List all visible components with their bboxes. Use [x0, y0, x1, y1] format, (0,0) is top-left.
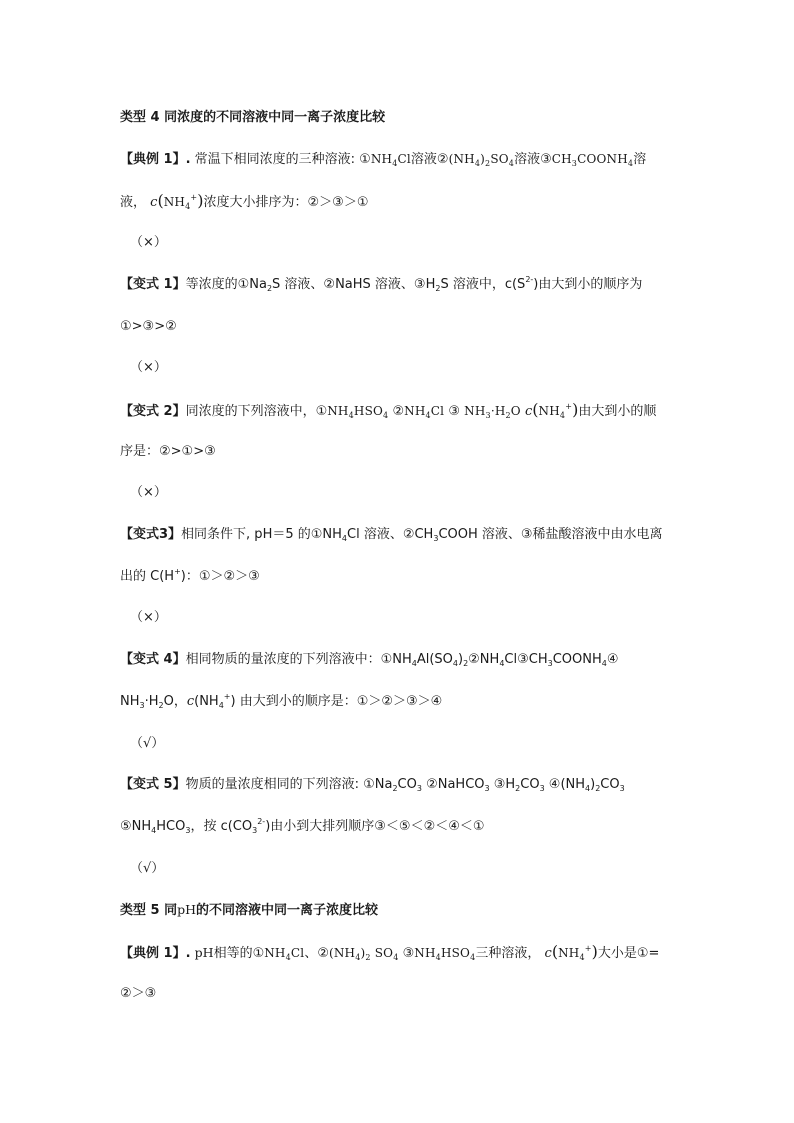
- example1-line2: 液， $c(NH_4^+)$浓度大小排序为：②＞③＞①: [120, 191, 369, 211]
- type5-example1-line2: ②＞③: [120, 986, 157, 1001]
- section-title-type4: 类型 4 同浓度的不同溶液中同一离子浓度比较: [120, 110, 386, 125]
- variant3-line2: 出的 C(H+)：①＞②＞③: [120, 567, 260, 584]
- type5-example1-line1: 【典例 1】. pH相等的$①NH_4Cl$、$②(NH_4)_2$ $SO_4$ $③NH_4HSO_4$三种溶液， $c(NH_4^+)$大小是①=: [120, 942, 660, 962]
- formula-nh4hso4: $NH_4HSO_4$: [327, 404, 389, 420]
- answer-variant5: （√）: [130, 861, 165, 876]
- example1-line1: 【典例 1】. 常温下相同浓度的三种溶液: $①NH_4Cl$溶液$②(NH_4)_2SO_4$溶液$③CH_3COONH_4$溶: [120, 152, 647, 168]
- ion-nh4: $NH_4^+$: [558, 944, 592, 962]
- variant4-line2: $NH_3\cdot H_2O$，$c(NH_4^+)$ 由大到小的顺序是：①＞②＞③＞④: [120, 692, 443, 710]
- formula-nh4cl: $NH_4Cl$: [404, 404, 445, 420]
- formula-nh4cl: $NH_4Cl$: [264, 946, 305, 962]
- variant5-line2: $⑤NH_4HCO_3$，按 $c(CO_3^{2-})$由小到大排列顺序③＜⑤＜②＜④＜①: [120, 817, 485, 835]
- formula-nh4-2so4: $(NH_4)_2$ $SO_4$: [328, 946, 399, 962]
- variant3-line1: 【变式3】相同条件下, pH＝5 的$①NH_4Cl$ 溶液、$②CH_3COOH$ 溶液、③稀盐酸溶液中由水电离: [120, 527, 663, 543]
- formula-nh4-2so4: $(NH_4)_2SO_4$: [448, 152, 515, 168]
- answer-variant2: （×）: [130, 485, 167, 500]
- variant2-line2: 序是：②>①>③: [120, 444, 216, 459]
- answer-variant4: （√）: [130, 736, 165, 751]
- variant1-line2: ①>③>②: [120, 319, 177, 334]
- example-label: 【典例 1】.: [120, 152, 191, 167]
- ion-nh4: $NH_4^+$: [538, 402, 573, 420]
- formula-nh4cl: $NH_4Cl$: [370, 152, 411, 168]
- variant5-line1: 【变式 5】物质的量浓度相同的下列溶液: $①Na_2CO_3$ ②NaHCO$_3$ $③H_2CO_3$ $④(NH_4)_2CO_3$: [120, 777, 625, 793]
- section-title-type5: 类型 5 同pH的不同溶液中同一离子浓度比较: [120, 902, 379, 918]
- variant2-line1: 【变式 2】同浓度的下列溶液中，$①NH_4HSO_4$ $②NH_4Cl$ ③ $NH_3\cdot H_2O$ $c(NH_4^+)$由大到小的顺: [120, 400, 657, 420]
- ion-nh4: $NH_4^+$: [163, 193, 198, 211]
- formula-nh3h2o: $NH_3\cdot H_2O$: [464, 404, 521, 420]
- answer-example1: （×）: [130, 235, 167, 250]
- answer-variant1: （×）: [130, 360, 167, 375]
- answer-variant3: （×）: [130, 610, 167, 625]
- formula-nh4hso4: $NH_4HSO_4$: [414, 946, 476, 962]
- variant4-line1: 【变式 4】相同物质的量浓度的下列溶液中：$①NH_4Al(SO_4)_2②NH_4Cl③CH_3COONH_4④$: [120, 652, 619, 668]
- variant1-line1: 【变式 1】等浓度的$①Na_2S$ 溶液、②NaHS 溶液、$③H_2S$ 溶液中，$c(S^{2-})$由大到小的顺序为: [120, 275, 643, 293]
- formula-ch3coonh4: $CH_3COONH_4$: [551, 152, 634, 168]
